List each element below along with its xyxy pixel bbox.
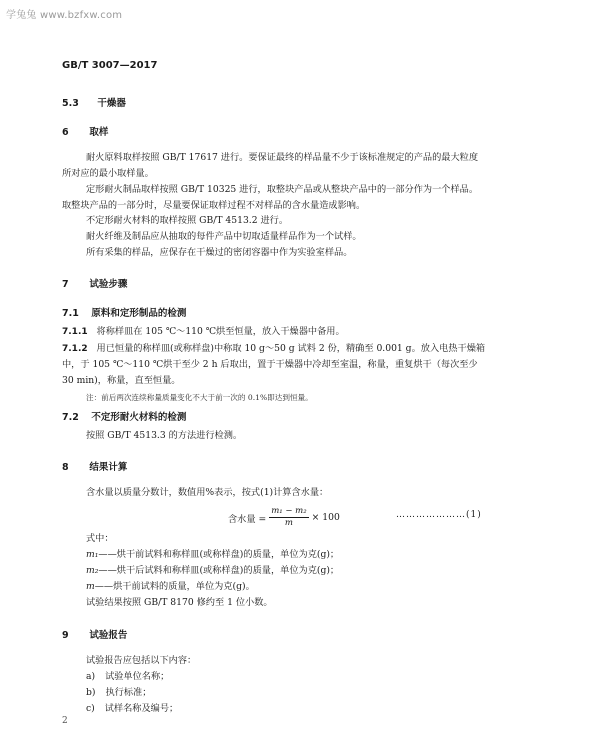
paragraph-line: 耐火纤维及制品应从抽取的每件产品中切取适量样品作为一个试样。 xyxy=(86,231,362,242)
list-text: 试验单位名称； xyxy=(105,671,170,682)
heading-title: 结果计算 xyxy=(89,462,128,473)
heading-title: 不定形耐火材料的检测 xyxy=(91,412,187,423)
clause-number: 7.1.2 xyxy=(62,344,88,354)
note: 注：前后两次连续称量质量变化不大于前一次的 0.1%即达到恒量。 xyxy=(86,393,313,402)
heading-9 xyxy=(62,627,127,641)
variable-symbol: m₂ xyxy=(86,565,99,576)
heading-number: 9 xyxy=(62,630,69,641)
heading-number: 6 xyxy=(62,127,69,138)
variable-symbol: m₁ xyxy=(86,549,99,560)
variable-definition xyxy=(86,563,339,580)
variable-description: ——烘干后试料和称样皿(或称样盘)的质量，单位为克(g)； xyxy=(98,565,340,576)
list-item xyxy=(86,669,169,686)
clause-7-1-1 xyxy=(62,324,345,341)
variable-symbol: m xyxy=(86,581,95,592)
list-item xyxy=(86,685,151,702)
clause-text: 30 min)，称量，直至恒量。 xyxy=(62,375,181,386)
formula-numerator: m₁ − m₂ xyxy=(271,506,307,516)
list-item xyxy=(86,701,178,718)
variable-definition xyxy=(86,579,255,596)
paragraph-line: 试验报告应包括以下内容： xyxy=(86,655,197,666)
heading-title: 原料和定形制品的检测 xyxy=(91,308,187,319)
paragraph-line: 取整块产品的一部分时，尽量要保证取样过程不对样品的含水量造成影响。 xyxy=(62,200,366,211)
page-number: 2 xyxy=(62,716,68,726)
paragraph-line: 含水量以质量分数计，数值用%表示，按式(1)计算含水量： xyxy=(86,487,329,498)
equation-number: …………………(1) xyxy=(396,510,482,520)
formula-rhs: × 100 xyxy=(311,512,340,523)
list-text: 执行标准； xyxy=(105,687,152,698)
clause-text: 用已恒量的称样皿(或称样盘)中称取 10 g～50 g 试料 2 份，精确至 0.001 g。放入电热干燥箱 xyxy=(96,343,486,354)
formula-lhs: 含水量 = xyxy=(228,513,267,525)
heading-7-2 xyxy=(62,409,186,423)
heading-title: 试验步骤 xyxy=(89,279,128,290)
list-marker: b) xyxy=(86,687,96,698)
heading-5-3 xyxy=(62,95,126,109)
heading-7-1 xyxy=(62,305,186,319)
formula-fraction xyxy=(269,506,308,529)
heading-title: 试验报告 xyxy=(89,630,128,641)
heading-title: 取样 xyxy=(89,127,109,138)
heading-number: 8 xyxy=(62,462,69,473)
heading-number: 7 xyxy=(62,279,69,290)
paragraph-line: 定形耐火制品取样按照 GB/T 10325 进行，取整块产品或从整块产品中的一部分作为一个样品。 xyxy=(86,184,479,195)
heading-number: 7.2 xyxy=(62,412,79,423)
heading-number: 7.1 xyxy=(62,308,79,319)
variable-description: ——烘干前试料的质量，单位为克(g)。 xyxy=(94,581,255,592)
list-text: 试样名称及编号； xyxy=(104,703,179,714)
clause-text: 中，于 105 ℃～110 ℃烘干至少 2 h 后取出，置于干燥器中冷却至室温，称量，重复烘干（每次至少 xyxy=(62,359,478,370)
watermark: 学兔兔 www.bzfxw.com xyxy=(6,10,123,21)
formula xyxy=(228,506,340,529)
variable-definition xyxy=(86,547,339,564)
paragraph-line: 所对应的最小取样量。 xyxy=(62,168,154,179)
heading-6 xyxy=(62,124,108,138)
variable-description: ——烘干前试料和称样皿(或称样盘)的质量，单位为克(g)； xyxy=(98,549,340,560)
paragraph-line: 耐火原料取样按照 GB/T 17617 进行。要保证最终的样品量不少于该标准规定的产品的最大粒度 xyxy=(86,152,479,163)
heading-8 xyxy=(62,459,127,473)
formula-denominator: m xyxy=(284,518,293,528)
list-marker: a) xyxy=(86,671,96,682)
clause-text: 将称样皿在 105 ℃～110 ℃烘至恒量，放入干燥器中备用。 xyxy=(96,326,345,337)
clause-7-1-2-line xyxy=(62,341,485,358)
heading-title: 干燥器 xyxy=(97,98,126,109)
where-label: 式中： xyxy=(86,533,114,544)
standard-code: GB/T 3007—2017 xyxy=(62,60,158,71)
list-marker: c) xyxy=(86,703,95,714)
clause-number: 7.1.1 xyxy=(62,327,88,337)
paragraph-line: 试验结果按照 GB/T 8170 修约至 1 位小数。 xyxy=(86,597,273,608)
paragraph-line: 不定形耐火材料的取样按照 GB/T 4513.2 进行。 xyxy=(86,215,289,226)
heading-7 xyxy=(62,276,127,290)
paragraph-line: 按照 GB/T 4513.3 的方法进行检测。 xyxy=(86,430,243,441)
paragraph-line: 所有采集的样品，应保存在干燥过的密闭容器中作为实验室样品。 xyxy=(86,247,353,258)
heading-number: 5.3 xyxy=(62,98,79,109)
